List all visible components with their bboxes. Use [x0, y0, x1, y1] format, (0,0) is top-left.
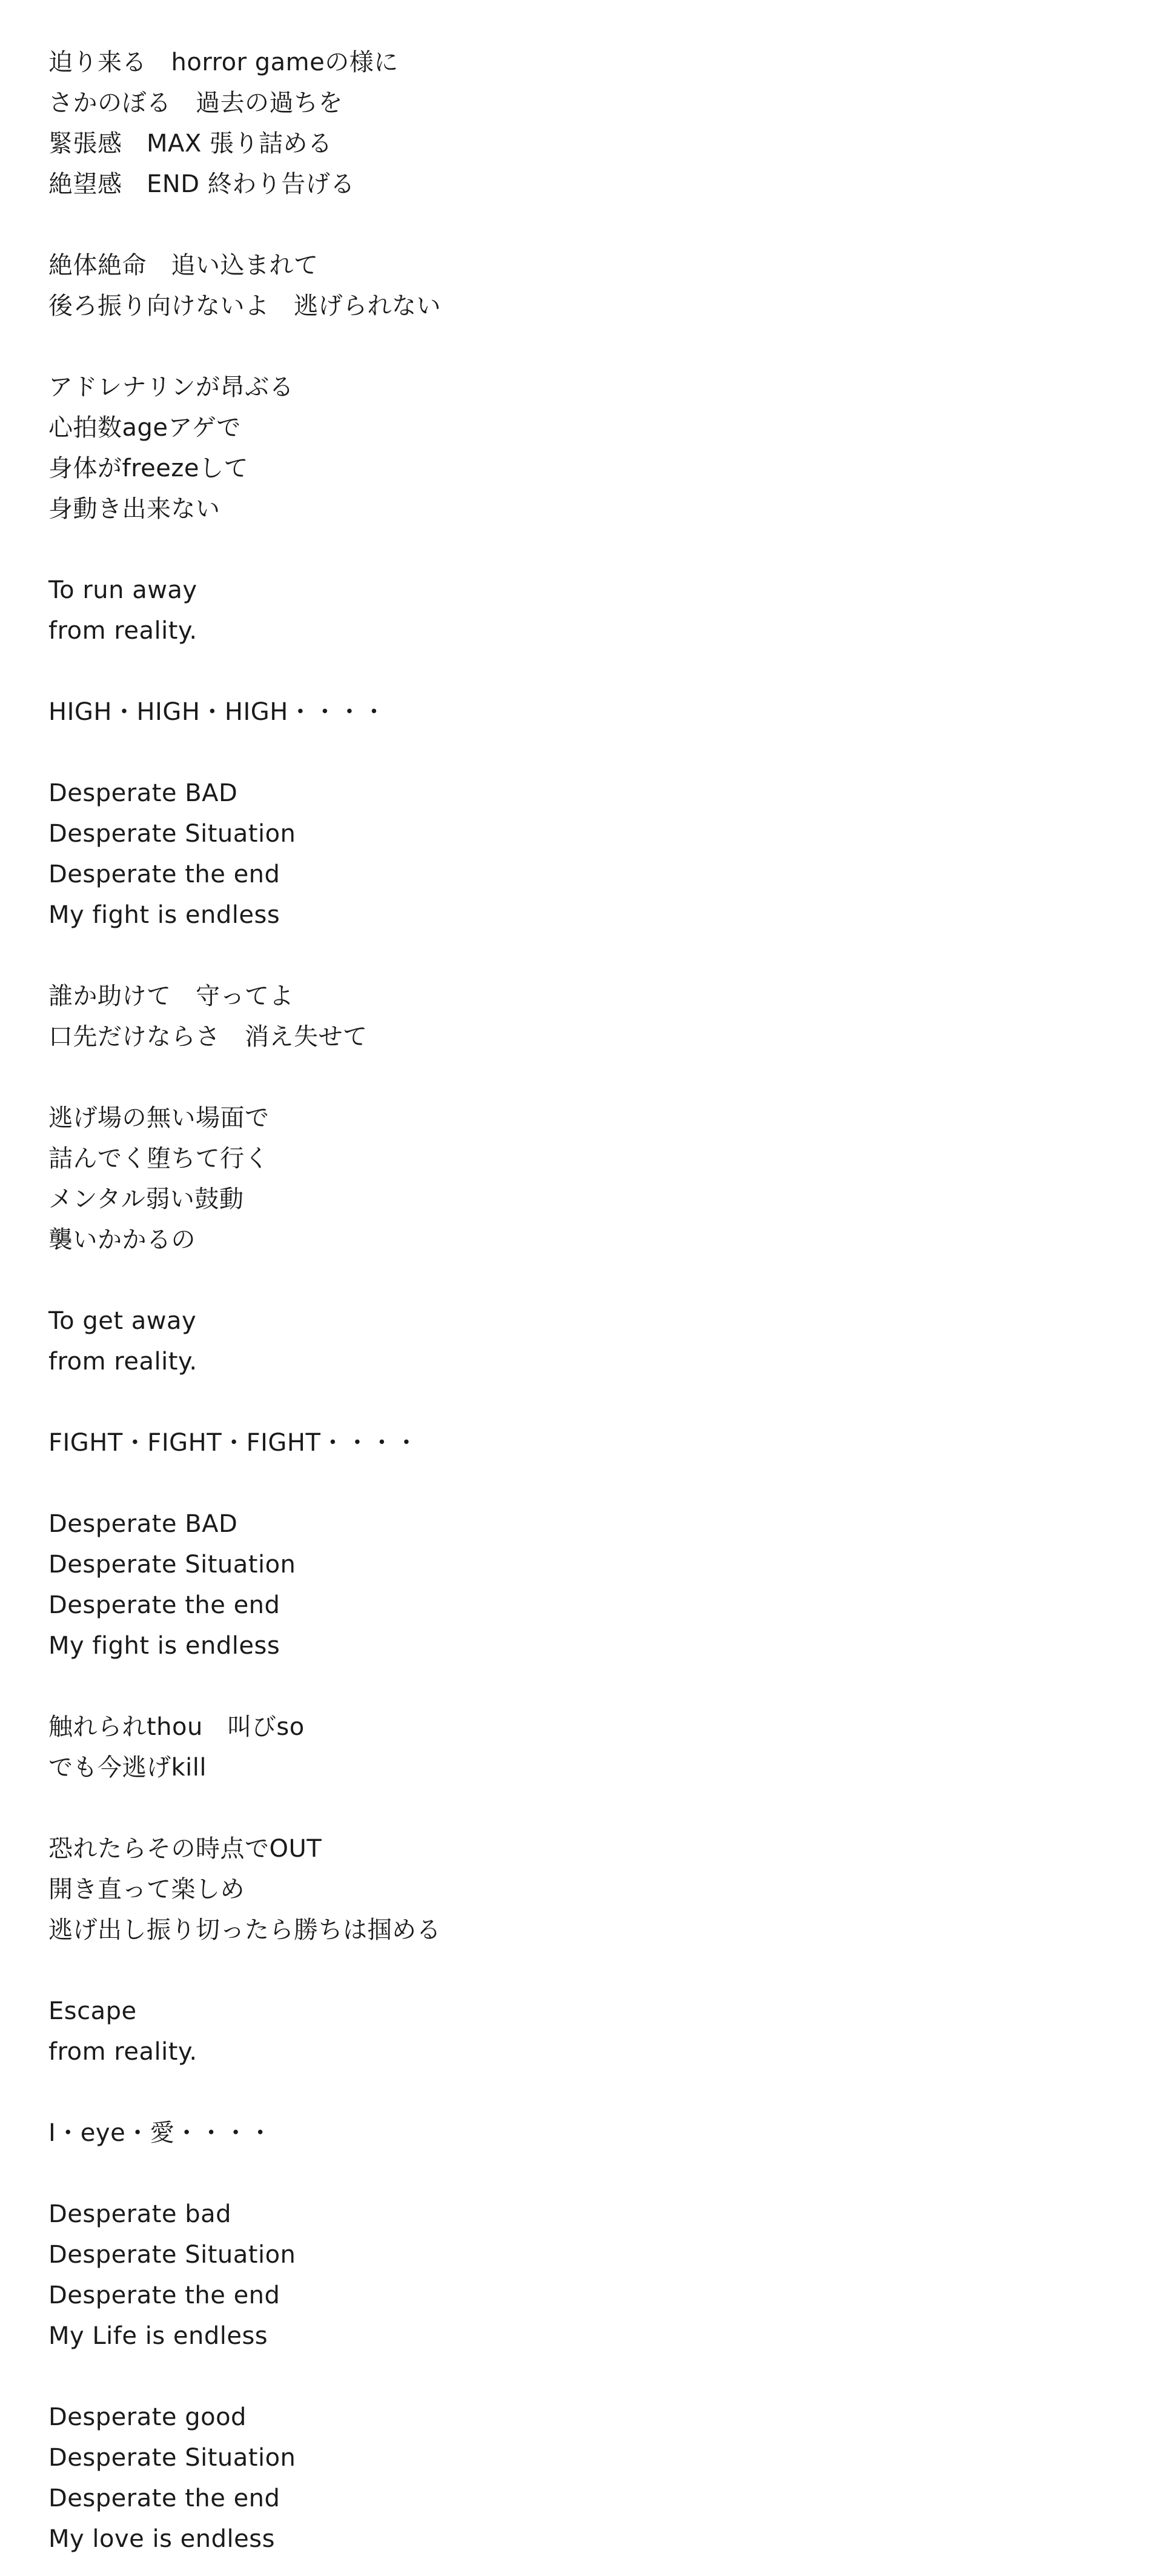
lyrics-stanza [48, 2194, 1115, 2357]
lyric-line: メンタル弱い鼓動 [48, 1185, 244, 1213]
lyric-line: My love is endless [48, 2525, 275, 2553]
lyric-line: 心拍数ageアゲで [48, 414, 241, 442]
lyric-line: Desperate BAD [48, 1510, 238, 1538]
lyric-line: さかのぼる 過去の過ちを [48, 89, 343, 117]
lyric-line: アドレナリンが昂ぶる [48, 373, 294, 401]
lyric-line: 詰んでく堕ちて行く [48, 1145, 270, 1173]
lyrics-stanza [48, 1098, 1115, 1260]
lyric-line: from reality. [48, 617, 197, 645]
lyric-line: 誰か助けて 守ってよ [48, 982, 294, 1010]
lyric-line: 開き直って楽しめ [48, 1875, 245, 1903]
lyric-line: Desperate Situation [48, 2241, 296, 2269]
lyric-line: Desperate the end [48, 860, 280, 888]
lyric-line: 逃げ場の無い場面で [48, 1104, 270, 1132]
lyric-line: FIGHT・FIGHT・FIGHT・・・・ [48, 1429, 419, 1457]
lyric-line: Desperate Situation [48, 2444, 296, 2472]
lyric-line: I・eye・愛・・・・ [48, 2119, 273, 2147]
lyric-line: 口先だけならさ 消え失せて [48, 1023, 368, 1051]
lyric-line: Desperate the end [48, 1591, 280, 1619]
lyrics-stanza [48, 245, 1115, 327]
lyric-line: Desperate bad [48, 2200, 232, 2228]
lyric-line: Desperate Situation [48, 820, 296, 848]
lyric-line: Escape [48, 1997, 137, 2025]
lyric-line: Desperate good [48, 2403, 247, 2431]
lyric-line: 逃げ出し振り切ったら勝ちは掴める [48, 1916, 441, 1944]
lyric-line: 絶体絶命 追い込まれて [48, 251, 319, 279]
lyric-line: でも今逃げkill [48, 1754, 207, 1782]
lyric-line: 恐れたらその時点でOUT [48, 1835, 322, 1863]
lyric-line: 絶望感 END 終わり告げる [48, 170, 355, 198]
lyric-line: from reality. [48, 1348, 197, 1376]
lyric-line: HIGH・HIGH・HIGH・・・・ [48, 698, 386, 726]
lyric-line: To get away [48, 1307, 197, 1335]
lyric-line: To run away [48, 576, 197, 604]
lyric-line: 触れられthou 叫びso [48, 1713, 305, 1741]
lyric-line: 後ろ振り向けないよ 逃げられない [48, 292, 441, 320]
lyric-line: 緊張感 MAX 張り詰める [48, 130, 333, 158]
lyrics-stanza [48, 1991, 1115, 2072]
lyrics-stanza [48, 42, 1115, 205]
lyrics-stanza [48, 1707, 1115, 1788]
lyrics-stanza [48, 1301, 1115, 1382]
lyrics-stanza [48, 367, 1115, 530]
lyrics-stanza [48, 692, 1115, 733]
lyric-line: from reality. [48, 2038, 197, 2066]
lyric-line: 身動き出来ない [48, 495, 220, 523]
lyric-line: My Life is endless [48, 2322, 268, 2350]
lyric-line: My fight is endless [48, 901, 280, 929]
lyric-line: 襲いかかるの [48, 1226, 196, 1254]
lyrics-body [48, 42, 1115, 2560]
lyrics-stanza [48, 773, 1115, 936]
lyric-line: 迫り来る horror gameの様に [48, 48, 399, 76]
lyrics-stanza [48, 1829, 1115, 1951]
lyric-line: Desperate Situation [48, 1551, 296, 1579]
lyrics-stanza [48, 570, 1115, 651]
lyric-line: Desperate BAD [48, 779, 238, 807]
lyrics-stanza [48, 1423, 1115, 1463]
lyric-line: Desperate the end [48, 2281, 280, 2309]
lyric-line: 身体がfreezeして [48, 454, 248, 482]
lyric-line: My fight is endless [48, 1632, 280, 1660]
lyric-line: Desperate the end [48, 2484, 280, 2512]
lyrics-stanza [48, 2113, 1115, 2154]
lyrics-stanza [48, 1504, 1115, 1666]
lyrics-stanza [48, 976, 1115, 1057]
lyrics-stanza [48, 2397, 1115, 2560]
